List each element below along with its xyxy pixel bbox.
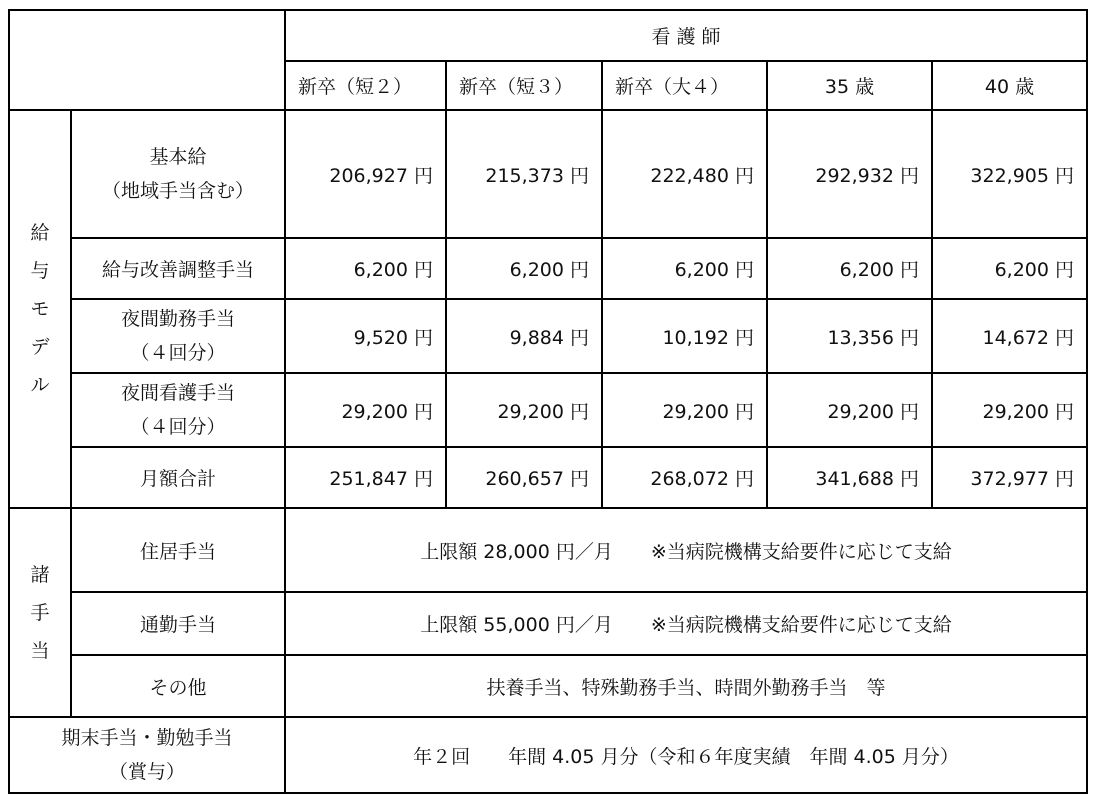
value-cell: 6,200 円 [932,238,1087,299]
value-cell: 29,200 円 [446,373,602,447]
value-cell: 222,480 円 [602,110,767,238]
row-label-adjustment: 給与改善調整手当 [71,238,285,299]
allowances-side-label: 諸 手 当 [9,508,71,717]
value-cell: 341,688 円 [767,447,932,508]
row-label-other: その他 [71,655,285,717]
value-cell: 29,200 円 [767,373,932,447]
bonus-value: 年２回 年間 4.05 月分（令和６年度実績 年間 4.05 月分） [285,717,1087,793]
value-cell: 268,072 円 [602,447,767,508]
salary-model-side-label: 給 与 モ デ ル [9,110,71,508]
value-cell: 292,932 円 [767,110,932,238]
value-cell: 10,192 円 [602,299,767,373]
value-cell: 29,200 円 [602,373,767,447]
salary-table [8,9,1088,794]
value-cell: 29,200 円 [285,373,446,447]
column-header: 新卒（大４） [602,61,767,110]
row-label-basic-pay: 基本給 （地域手当含む） [71,110,285,238]
commuting-allowance-value: 上限額 55,000 円／月 ※当病院機構支給要件に応じて支給 [285,592,1087,655]
column-header: 35 歳 [767,61,932,110]
value-cell: 206,927 円 [285,110,446,238]
column-header: 新卒（短３） [446,61,602,110]
column-header: 新卒（短２） [285,61,446,110]
value-cell: 6,200 円 [446,238,602,299]
row-label-night-nursing: 夜間看護手当 （４回分） [71,373,285,447]
row-label-monthly-total: 月額合計 [71,447,285,508]
value-cell: 9,884 円 [446,299,602,373]
value-cell: 29,200 円 [932,373,1087,447]
value-cell: 9,520 円 [285,299,446,373]
column-header: 40 歳 [932,61,1087,110]
value-cell: 372,977 円 [932,447,1087,508]
value-cell: 6,200 円 [767,238,932,299]
corner-cell [9,10,285,110]
nurse-group-title: 看 護 師 [651,26,721,48]
row-label-housing: 住居手当 [71,508,285,592]
nurse-group-header [285,10,1087,61]
row-label-bonus: 期末手当・勤勉手当 （賞与） [9,717,285,793]
value-cell: 13,356 円 [767,299,932,373]
housing-allowance-value: 上限額 28,000 円／月 ※当病院機構支給要件に応じて支給 [285,508,1087,592]
value-cell: 215,373 円 [446,110,602,238]
row-label-night-shift: 夜間勤務手当 （４回分） [71,299,285,373]
value-cell: 14,672 円 [932,299,1087,373]
other-allowance-value: 扶養手当、特殊勤務手当、時間外勤務手当 等 [285,655,1087,717]
value-cell: 251,847 円 [285,447,446,508]
value-cell: 6,200 円 [602,238,767,299]
value-cell: 322,905 円 [932,110,1087,238]
value-cell: 260,657 円 [446,447,602,508]
value-cell: 6,200 円 [285,238,446,299]
row-label-commuting: 通勤手当 [71,592,285,655]
